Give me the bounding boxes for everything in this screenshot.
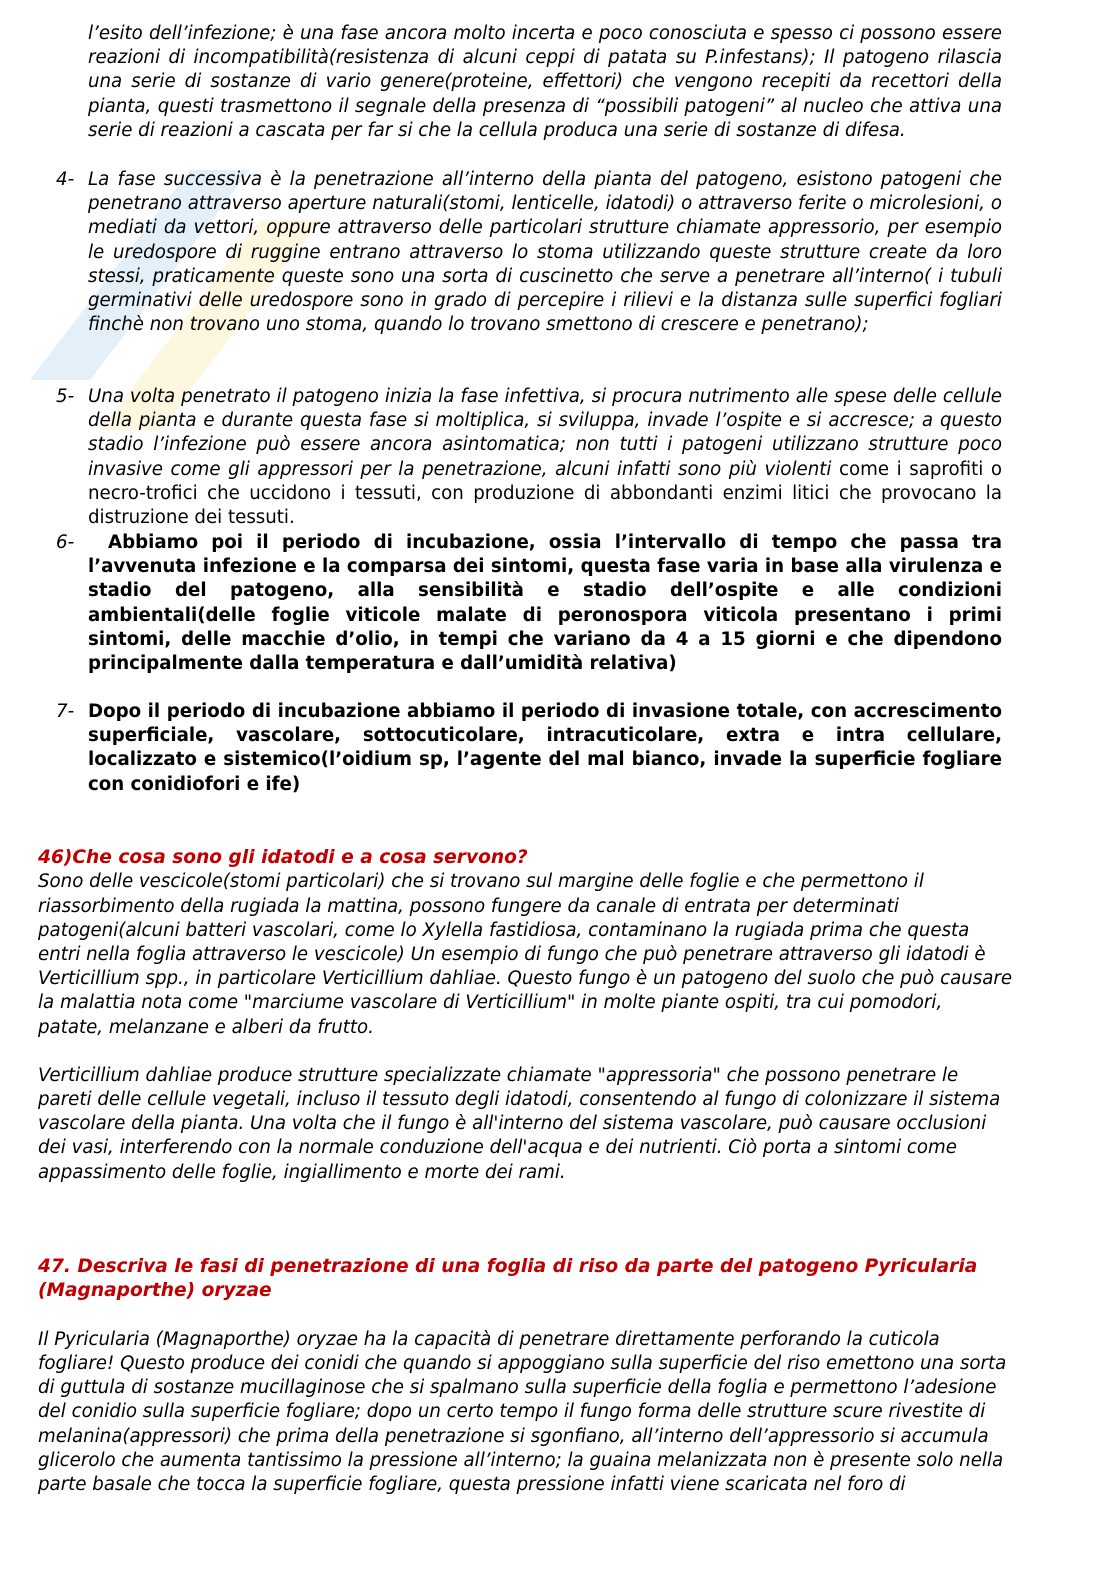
answer-paragraph: Sono delle vescicole(stomi particolari) che si trovano sul margine delle foglie e che permettono il riassorbimento della rugiada la mattina, possono fungere da canale di entrata per determinati patogeni(alcuni batteri vascolari, come lo Xylella fastidiosa, contaminano la rugiada prima che questa entri nella foglia attraverso le vescicole) Un esempio di fungo che può penetrare attraverso gli idatodi è Verticillium spp., in particolare Verticillium dahliae. Questo fungo è un patogeno del suolo che può causare la malattia nota come "marciume vascolare di Verticillium" in molte piante ospiti, tra cui pomodori, patate, melanzane e alberi da frutto. [38,871,1013,1038]
answer-paragraph: Verticillium dahliae produce strutture specializzate chiamate "appressoria" che possono penetrare le pareti delle cellule vegetali, incluso il tessuto degli idatodi, consentendo al fungo di colonizzare il sistema vascolare della pianta. Una volta che il fungo è all'interno del sistema vascolare, può causare occlusioni dei vasi, interferendo con la normale conduzione dell'acqua e dei nutrienti. Ciò porta a sintomi come appassimento delle foglie, ingiallimento e morte dei rami. [38,1064,1001,1183]
question-47 [38,1255,1013,1497]
list-item-number: 4- [56,169,75,190]
list-item-text-regular: come i saprofiti o necro-trofici che uccidono i tessuti, con produzione di abbondanti enzimi litici che provocano la distruzione dei tessuti. [88,458,1002,529]
question-46 [38,846,1013,1185]
list-item-number: 7- [56,701,75,722]
list-item-text: Dopo il periodo di incubazione abbiamo il periodo di invasione totale, con accrescimento superficiale, vascolare, sottocuticolare, intracuticolare, extra e intra cellulare, localizzato e sistemico(l’oidium sp, l’agente del mal bianco, invade la superficie fogliare con conidiofori e ife) [88,701,1002,795]
question-title: 46)Che cosa sono gli idatodi e a cosa servono? [38,847,528,868]
list-item-text [88,385,1002,530]
list-item-text: Abbiamo poi il periodo di incubazione, ossia l’intervallo di tempo che passa tra l’avvenuta infezione e la comparsa dei sintomi, questa fase varia in base alla virulenza e stadio del patogeno, alla sensibilità e stadio dell’ospite e alle condizioni ambientali(delle foglie viticole malate di peronospora viticola presentano i primi sintomi, delle macchie d’olio, in tempi che variano da 4 a 15 giorni e che dipendono principalmente dalla temperatura e dall’umidità relativa) [88,532,1002,675]
list-item-text: l’esito dell’infezione; è una fase ancora molto incerta e poco conosciuta e spesso ci possono essere reazioni di incompatibilità(resistenza di alcuni ceppi di patata su P.infestans); Il patogeno rilascia una serie di sostanze di vario genere(proteine, effettori) che vengono recepiti da recettori della pianta, questi trasmettono il segnale della presenza di “possibili patogeni” al nucleo che attiva una serie di reazioni a cascata per far si che la cellula produca una serie di sostanze di difesa. [88,23,1002,141]
list-item-text-italic: Una volta penetrato il patogeno inizia la fase infettiva, si procura nutrimento alle spese delle cellule della pianta e durante questa fase si moltiplica, si sviluppa, invade l’ospite e si accresce; a questo stadio l’infezione può essere ancora asintomatica; non tutti i patogeni utilizzano strutture poco invasive come gli appressori per la penetrazione, alcuni infatti sono più violenti [88,386,1002,480]
list-item-number: 6- [56,532,75,553]
list-item-number: 5- [56,386,75,407]
question-title: 47. Descriva le fasi di penetrazione di una foglia di riso da parte del patogeno Pyricularia (Magnaporthe) oryzae [38,1256,978,1302]
answer-paragraph: Il Pyricularia (Magnaporthe) oryzae ha la capacità di penetrare direttamente perforando la cuticola fogliare! Questo produce dei conidi che quando si appoggiano sulla superficie del riso emettono una sorta di guttula di sostanze mucillaginose che si spalmano sulla superficie della foglia e permettono l’adesione del conidio sulla superficie fogliare; dopo un certo tempo il fungo forma delle strutture scure rivestite di melanina(appressori) che prima della penetrazione si sgonfiano, all’interno dell’appressorio si accumula glicerolo che aumenta tantissimo la pressione all’interno; la guaina melanizzata non è presente solo nella parte basale che tocca la superficie fogliare, questa pressione infatti viene scaricata nel foro di [38,1328,1007,1496]
list-item-text: La fase successiva è la penetrazione all’interno della pianta del patogeno, esistono patogeni che penetrano attraverso aperture naturali(stomi, lenticelle, idatodi) o attraverso ferite o microlesioni, o mediati da vettori, oppure attraverso delle particolari strutture chiamate appressorio, per esempio le uredospore di ruggine entrano attraverso lo stoma utilizzando queste strutture create da loro stessi, praticamente queste sono una sorta di cuscinetto che serve a penetrare all’interno( i tubuli germinativi delle uredospore sono in grado di percepire i rilievi e la distanza sulle superfici fogliari finchè non trovano uno stoma, quando lo trovano smettono di crescere e penetrano); [88,169,1002,336]
